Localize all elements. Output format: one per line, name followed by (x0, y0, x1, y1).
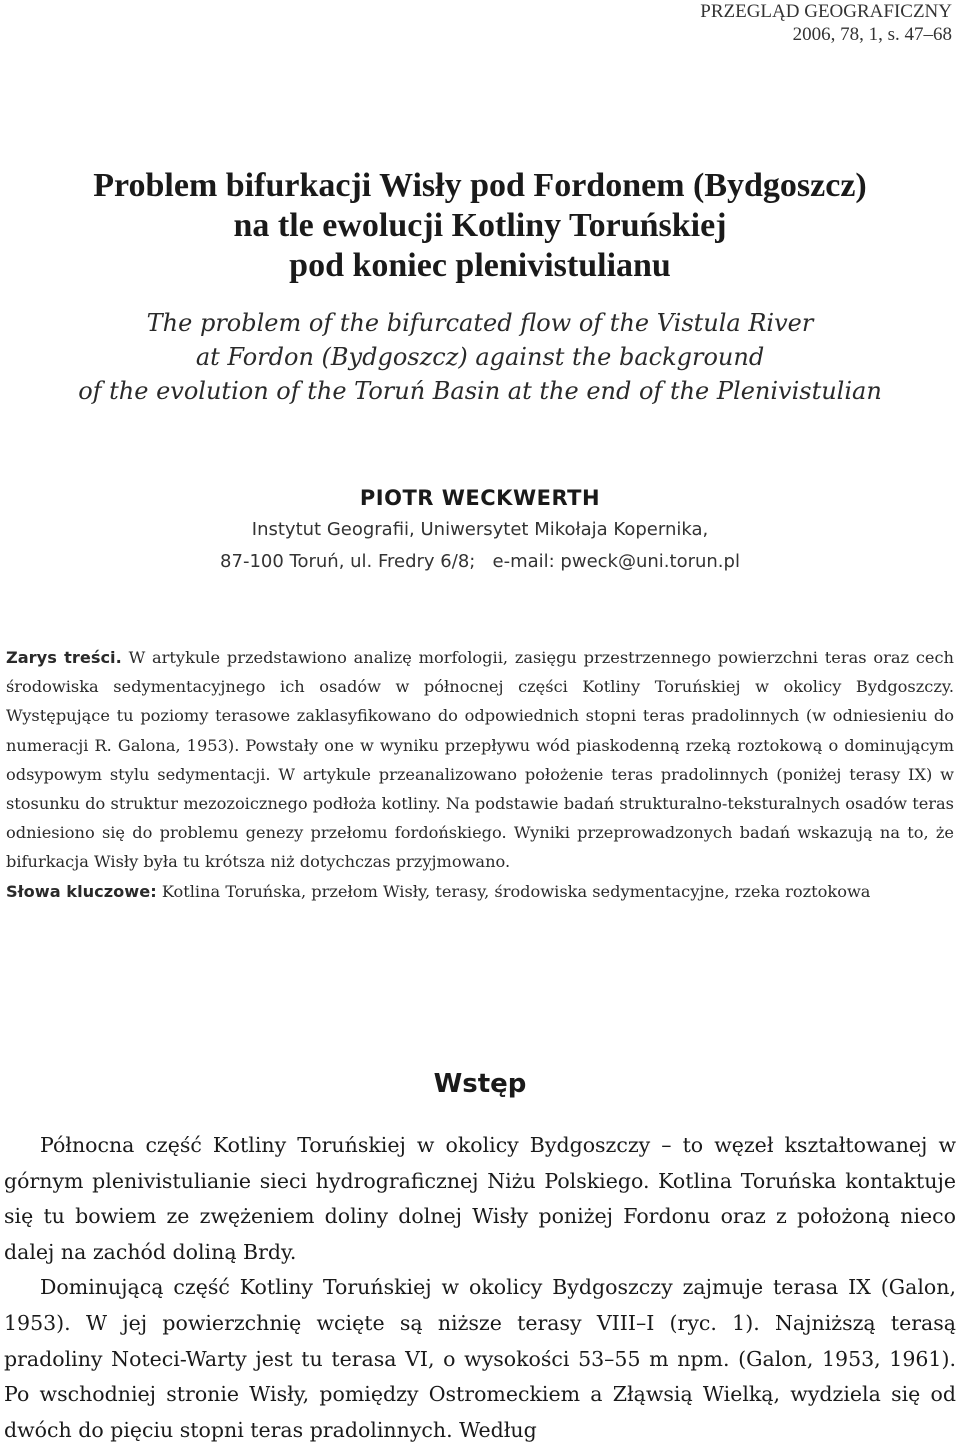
journal-name: PRZEGLĄD GEOGRAFICZNY (700, 1, 952, 22)
title-en-line: at Fordon (Bydgoszcz) against the background (195, 343, 765, 371)
author-name: PIOTR WECKWERTH (359, 486, 601, 510)
journal-header (700, 0, 952, 46)
author-affiliation-line1: Instytut Geografii, Uniwersytet Mikołaja Kopernika, (251, 519, 709, 540)
keywords-paragraph (6, 877, 954, 906)
body-paragraph: Dominującą część Kotliny Toruńskiej w okolicy Bydgoszczy zajmuje terasa IX (Galon, 1953). W jej powierzchnię wcięte są niższe terasy VIII–I (ryc. 1). Najniższą terasą pradoliny Noteci-Warty jest tu terasa VI, o wysokości 53–55 m npm. (Galon, 1953, 1961). Po wschodniej stronie Wisły, pomiędzy Ostromeckiem a Złąwsią Wielką, wydziela się od dwóch do pięciu stopni teras pradolinnych. Według (4, 1275, 956, 1442)
abstract (6, 643, 954, 906)
article-title-english (0, 306, 960, 408)
keywords-label: Słowa kluczowe: (6, 881, 157, 901)
title-pl-line: Problem bifurkacji Wisły pod Fordonem (Bydgoszcz) (93, 167, 867, 204)
author-block (0, 482, 960, 578)
journal-citation: 2006, 78, 1, s. 47–68 (792, 24, 952, 45)
section-title: Wstęp (433, 1069, 527, 1099)
body-paragraph: Północna część Kotliny Toruńskiej w okolicy Bydgoszczy – to węzeł kształtowanej w górnym plenivistulianie sieci hydrograficznej Niżu Polskiego. Kotlina Toruńska kontaktuje się tu bowiem ze zwężeniem doliny dolnej Wisły poniżej Fordonu oraz z położoną nieco dalej na zachód doliną Brdy. (4, 1133, 956, 1264)
article-title-polish (0, 166, 960, 286)
body-text (4, 1128, 956, 1448)
author-affiliation-line2: 87-100 Toruń, ul. Fredry 6/8; e-mail: pweck@uni.torun.pl (220, 551, 740, 572)
title-en-line: The problem of the bifurcated flow of the Vistula River (146, 309, 814, 337)
title-pl-line: pod koniec plenivistulianu (289, 247, 671, 284)
keywords-text: Kotlina Toruńska, przełom Wisły, terasy, środowiska sedymentacyjne, rzeka roztokowa (161, 881, 871, 901)
abstract-text: W artykule przedstawiono analizę morfologii, zasięgu przestrzennego powierzchni teras oraz cech środowiska sedymentacyjnego ich osadów w północnej części Kotliny Toruńskiej w okolicy Bydgoszczy. Występujące tu poziomy terasowe zaklasyfikowano do odpowiednich stopni teras pradolinnych (w odniesieniu do numeracji R. Galona, 1953). Powstały one w wyniku przepływu wód piaskodenną rzeką roztokową o dominującym odsypowym stylu sedymentacji. W artykule przeanalizowano położenie teras pradolinnych (poniżej terasy IX) w stosunku do struktur mezozoicznego podłoża kotliny. Na podstawie badań strukturalno-teksturalnych osadów teras odniesiono się do problemu genezy przełomu fordońskiego. Wyniki przeprowadzonych badań wskazują na to, że bifurkacja Wisły była tu krótsza niż dotychczas przyjmowano. (6, 648, 954, 872)
title-pl-line: na tle ewolucji Kotliny Toruńskiej (233, 207, 727, 244)
abstract-label: Zarys treści. (6, 648, 122, 667)
title-en-line: of the evolution of the Toruń Basin at the end of the Plenivistulian (78, 377, 882, 405)
abstract-paragraph (6, 643, 954, 877)
